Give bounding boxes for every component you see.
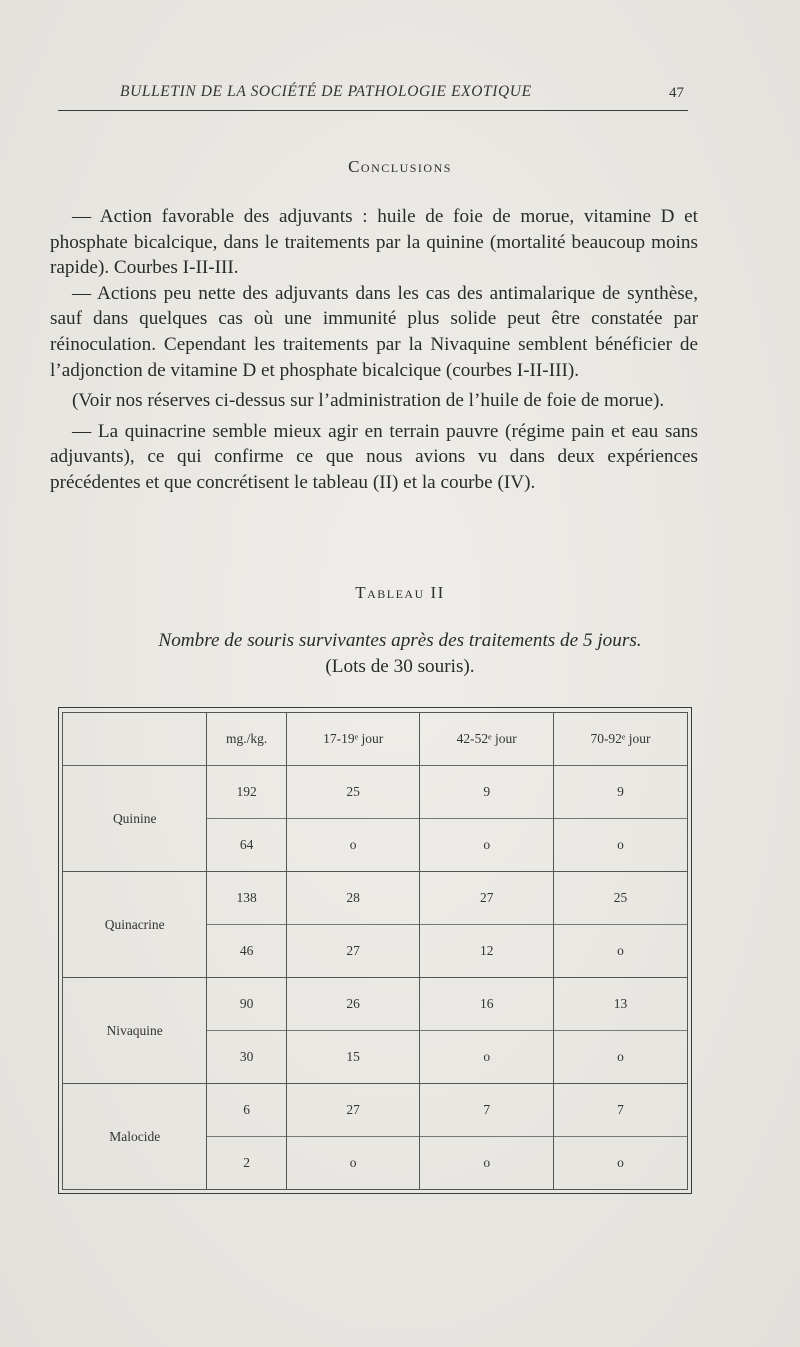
survivors-cell: 28	[286, 872, 420, 925]
paragraph: — La quinacrine semble mieux agir en terrain pauvre (régime pain et eau sans adjuvants), ce qui confirme ce que nous avions vu dans deux expériences précédentes et que concrétisent le tableau (II) et la courbe (IV).	[50, 420, 698, 493]
survivors-cell: o	[286, 819, 420, 872]
survival-table-frame	[58, 707, 692, 1194]
drug-name-cell: Nivaquine	[63, 978, 207, 1084]
running-header	[58, 80, 688, 111]
table-row	[63, 978, 687, 1031]
table-header-row	[63, 713, 687, 766]
survivors-cell: o	[553, 819, 687, 872]
page-number: 47	[669, 85, 684, 101]
dose-cell: 46	[207, 925, 287, 978]
survivors-cell: o	[286, 1137, 420, 1190]
survivors-cell: o	[553, 1137, 687, 1190]
table-caption: Nombre de souris survivantes après des traitements de 5 jours.	[158, 630, 642, 651]
table-row	[63, 872, 687, 925]
survivors-cell: o	[420, 1137, 554, 1190]
dose-cell: 90	[207, 978, 287, 1031]
conclusions-body	[50, 204, 698, 496]
survivors-cell: 25	[286, 766, 420, 819]
survivors-cell: 27	[286, 925, 420, 978]
dose-cell: 64	[207, 819, 287, 872]
header-cell: mg./kg.	[207, 713, 287, 766]
paragraph: (Voir nos réserves ci-dessus sur l’administration de l’huile de foie de morue).	[72, 390, 665, 412]
section-title-conclusions: Conclusions	[348, 157, 452, 176]
header-cell: 42-52ᵉ jour	[420, 713, 554, 766]
dose-cell: 6	[207, 1084, 287, 1137]
drug-name-cell: Quinacrine	[63, 872, 207, 978]
survivors-cell: 15	[286, 1031, 420, 1084]
dose-cell: 30	[207, 1031, 287, 1084]
survivors-cell: 7	[420, 1084, 554, 1137]
survivors-cell: 9	[553, 766, 687, 819]
header-cell: 70-92ᵉ jour	[553, 713, 687, 766]
survival-table	[63, 713, 687, 1189]
survivors-cell: 7	[553, 1084, 687, 1137]
drug-name-cell: Quinine	[112, 810, 157, 826]
dose-cell: 2	[207, 1137, 287, 1190]
dose-cell: 192	[207, 766, 287, 819]
table-subcaption: (Lots de 30 souris).	[325, 656, 475, 677]
survivors-cell: 27	[420, 872, 554, 925]
survivors-cell: 9	[420, 766, 554, 819]
survivors-cell: o	[420, 819, 554, 872]
survivors-cell: 25	[553, 872, 687, 925]
survivors-cell: o	[420, 1031, 554, 1084]
survivors-cell: 27	[286, 1084, 420, 1137]
table-row	[63, 1084, 687, 1137]
survivors-cell: o	[553, 1031, 687, 1084]
table-title: Tableau II	[355, 583, 445, 602]
survivors-cell: 13	[553, 978, 687, 1031]
table-row	[63, 766, 687, 819]
dose-cell: 138	[207, 872, 287, 925]
header-cell	[63, 713, 207, 766]
survivors-cell: o	[553, 925, 687, 978]
header-cell: 17-19ᵉ jour	[286, 713, 420, 766]
survivors-cell: 12	[420, 925, 554, 978]
survivors-cell: 16	[420, 978, 554, 1031]
drug-name-cell: Malocide	[63, 1084, 207, 1190]
paragraph: — Actions peu nette des adjuvants dans les cas des antimalarique de synthèse, sauf dans quelques cas où une immunité plus solide peut être constatée par réinoculation. Cependant les traitements par la Nivaquine semblent bénéficier de l’adjonction de vitamine D et phosphate bicalcique (courbes I-II-III).	[50, 282, 698, 381]
survivors-cell: 26	[286, 978, 420, 1031]
journal-title: BULLETIN DE LA SOCIÉTÉ DE PATHOLOGIE EXOTIQUE	[120, 83, 532, 100]
paragraph: — Action favorable des adjuvants : huile de foie de morue, vitamine D et phosphate bicalcique, dans le traitements par la quinine (mortalité beaucoup moins rapide). Courbes I-II-III.	[50, 206, 698, 279]
